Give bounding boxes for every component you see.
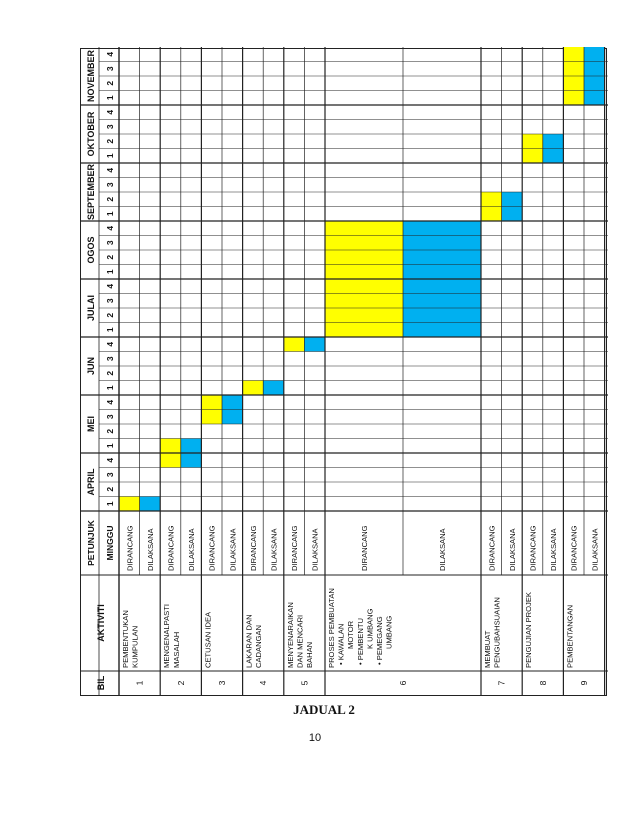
gantt-bar-yellow-cell xyxy=(563,47,584,62)
page-number-text: 10 xyxy=(308,732,322,744)
activity-bil-8: 8 xyxy=(537,680,548,686)
week-label: 1 xyxy=(105,327,115,333)
activity-bil-6: 6 xyxy=(398,680,408,686)
gantt-bar-blue-cell xyxy=(584,76,605,91)
week-label: 4 xyxy=(105,399,115,405)
gantt-bar-blue-cell xyxy=(263,381,284,396)
activity-bil-9: 9 xyxy=(579,680,589,686)
gantt-bar-yellow-cell xyxy=(160,453,181,468)
activity-name-line: KUMPULAN xyxy=(130,625,140,668)
gantt-bar-yellow-cell xyxy=(325,294,403,309)
header-bil: BIL xyxy=(96,675,106,691)
gantt-bar-blue-cell xyxy=(403,221,481,236)
gantt-bar-yellow-cell xyxy=(325,250,403,265)
activity-name-line: MENYENARAIKAN xyxy=(285,602,295,668)
activity-name-line: CADANGAN xyxy=(254,624,264,668)
week-label: 1 xyxy=(105,443,115,449)
activity-name-line: • KAWALAN xyxy=(336,623,346,665)
week-label: 1 xyxy=(105,95,115,101)
gantt-bar-yellow-cell xyxy=(325,265,403,280)
week-label: 2 xyxy=(105,80,115,86)
week-label: 4 xyxy=(105,341,115,347)
week-label: 2 xyxy=(105,254,115,260)
petunjuk-label: DIRANCANG xyxy=(569,525,579,571)
week-label: 3 xyxy=(105,356,115,362)
petunjuk-label: DILAKSANA xyxy=(145,528,155,571)
month-label-ogos: OGOS xyxy=(86,236,96,264)
gantt-bar-blue-cell xyxy=(403,308,481,323)
activity-name-line: • PEMEGANG xyxy=(375,616,384,665)
petunjuk-label: DIRANCANG xyxy=(528,525,538,571)
month-label-april: APRIL xyxy=(86,468,96,496)
gantt-bar-yellow-cell xyxy=(563,76,584,91)
gantt-bar-yellow-cell xyxy=(325,308,403,323)
activity-name-line: • PEMBENTU xyxy=(355,618,365,665)
activity-name-line: MENGENALPASTI xyxy=(162,604,172,668)
petunjuk-label: DILAKSANA xyxy=(590,528,600,571)
week-label: 2 xyxy=(105,138,115,144)
activity-name-line: DAN MENCARI xyxy=(295,614,305,668)
petunjuk-label: DIRANCANG xyxy=(487,525,497,571)
header-minggu: MINGGU xyxy=(105,525,115,561)
petunjuk-label: DIRANCANG xyxy=(290,525,300,571)
petunjuk-label: DIRANCANG xyxy=(248,525,258,571)
petunjuk-label: DIRANCANG xyxy=(360,525,369,571)
activity-name-line: PEMBENTUKAN xyxy=(121,610,130,668)
gantt-bar-yellow-cell xyxy=(563,62,584,77)
activity-name-line: MOTOR xyxy=(346,620,356,649)
gantt-table xyxy=(80,48,607,696)
gantt-bar-yellow-cell xyxy=(119,497,140,512)
activity-bil-1: 1 xyxy=(134,680,145,686)
activity-name-line: PENGUBAHSUAIAN xyxy=(492,597,502,668)
week-label: 3 xyxy=(105,298,115,304)
week-label: 2 xyxy=(105,196,115,202)
gantt-bar-blue-cell xyxy=(403,279,481,294)
gantt-bar-blue-cell xyxy=(502,207,523,222)
petunjuk-label: DILAKSANA xyxy=(228,528,238,571)
gantt-bar-yellow-cell xyxy=(243,381,264,396)
week-label: 1 xyxy=(105,385,115,391)
gantt-bar-blue-cell xyxy=(403,250,481,265)
activity-name-line: K UMBANG xyxy=(365,608,375,649)
activity-bil-7: 7 xyxy=(496,680,507,686)
activity-name-line: CETUSAN IDEA xyxy=(203,611,213,668)
gantt-table-wrapper xyxy=(80,48,607,696)
gantt-bar-blue-cell xyxy=(181,453,202,468)
gantt-bar-blue-cell xyxy=(403,323,481,338)
gantt-bar-blue-cell xyxy=(584,47,605,62)
gantt-bar-blue-cell xyxy=(222,410,243,425)
petunjuk-label: DILAKSANA xyxy=(310,528,320,571)
activity-bil-5: 5 xyxy=(299,680,310,686)
week-label: 1 xyxy=(105,153,115,159)
petunjuk-label: DILAKSANA xyxy=(507,528,517,571)
gantt-grid xyxy=(81,47,608,695)
month-label-september: SEPTEMBER xyxy=(86,163,96,221)
month-label-mei: MEI xyxy=(86,415,96,433)
week-label: 4 xyxy=(105,283,115,289)
gantt-bar-blue-cell xyxy=(403,236,481,251)
week-label: 2 xyxy=(105,312,115,318)
week-label: 2 xyxy=(105,428,115,434)
week-label: 3 xyxy=(105,66,115,72)
gantt-bar-yellow-cell xyxy=(201,410,222,425)
gantt-bar-yellow-cell xyxy=(325,279,403,294)
gantt-bar-blue-cell xyxy=(502,192,523,207)
gantt-bar-blue-cell xyxy=(543,149,564,164)
week-label: 2 xyxy=(105,486,115,492)
week-label: 3 xyxy=(105,240,115,246)
petunjuk-label: DILAKSANA xyxy=(438,528,447,571)
activity-name-line: PENGUJIAN PROJEK xyxy=(524,592,534,668)
week-label: 3 xyxy=(105,124,115,130)
activity-name-line: UMBANG xyxy=(384,615,394,649)
header-aktiviti: AKTIVITI xyxy=(96,604,106,642)
activity-name-line: PROSES PEMBUATAN xyxy=(327,588,336,668)
activity-name-line: MASALAH xyxy=(171,631,181,668)
week-label: 3 xyxy=(105,414,115,420)
week-label: 4 xyxy=(105,167,115,173)
petunjuk-label: DIRANCANG xyxy=(125,525,135,571)
week-label: 4 xyxy=(105,225,115,231)
page-number xyxy=(0,732,638,744)
activity-bil-2: 2 xyxy=(175,680,186,686)
gantt-bar-blue-cell xyxy=(181,439,202,454)
month-label-oktober: OKTOBER xyxy=(86,111,96,157)
gantt-bar-yellow-cell xyxy=(325,221,403,236)
header-petunjuk: PETUNJUK xyxy=(86,520,96,566)
month-label-jun: JUN xyxy=(86,356,96,376)
week-label: 1 xyxy=(105,501,115,507)
week-label: 4 xyxy=(105,457,115,463)
petunjuk-label: DIRANCANG xyxy=(207,525,217,571)
gantt-bar-yellow-cell xyxy=(325,236,403,251)
gantt-bar-yellow-cell xyxy=(160,439,181,454)
gantt-bar-blue-cell xyxy=(304,337,325,352)
week-label: 4 xyxy=(105,51,115,57)
gantt-bar-yellow-cell xyxy=(284,337,305,352)
week-label: 2 xyxy=(105,370,115,376)
activity-name-line: PEMBENTANGAN xyxy=(565,604,575,668)
gantt-bar-yellow-cell xyxy=(325,323,403,338)
gantt-bar-blue-cell xyxy=(403,294,481,309)
month-label-november: NOVEMBER xyxy=(86,49,96,103)
petunjuk-label: DIRANCANG xyxy=(166,525,176,571)
month-label-julai: JULAI xyxy=(86,294,96,322)
gantt-bar-blue-cell xyxy=(140,497,161,512)
activity-name-line: BAHAN xyxy=(305,641,314,668)
activity-name-line: MEMBUAT xyxy=(483,630,492,668)
gantt-bar-yellow-cell xyxy=(481,207,502,222)
gantt-bar-blue-cell xyxy=(543,134,564,149)
gantt-bar-yellow-cell xyxy=(522,134,543,149)
gantt-bar-blue-cell xyxy=(584,91,605,106)
gantt-bar-yellow-cell xyxy=(481,192,502,207)
caption-text: JADUAL 2 xyxy=(293,702,355,717)
week-label: 1 xyxy=(105,269,115,275)
activity-name-line: LAKARAN DAN xyxy=(244,614,254,668)
gantt-bar-blue-cell xyxy=(222,395,243,410)
activity-bil-4: 4 xyxy=(258,680,269,686)
petunjuk-label: DILAKSANA xyxy=(187,528,197,571)
table-caption xyxy=(0,702,638,718)
week-label: 4 xyxy=(105,109,115,115)
week-label: 1 xyxy=(105,211,115,217)
petunjuk-label: DILAKSANA xyxy=(269,528,279,571)
gantt-bar-blue-cell xyxy=(584,62,605,77)
gantt-bar-yellow-cell xyxy=(563,91,584,106)
gantt-bar-yellow-cell xyxy=(522,149,543,164)
week-label: 3 xyxy=(105,472,115,478)
gantt-bar-yellow-cell xyxy=(201,395,222,410)
petunjuk-label: DILAKSANA xyxy=(549,528,559,571)
week-label: 3 xyxy=(105,182,115,188)
gantt-bar-blue-cell xyxy=(403,265,481,280)
activity-bil-3: 3 xyxy=(217,680,227,686)
